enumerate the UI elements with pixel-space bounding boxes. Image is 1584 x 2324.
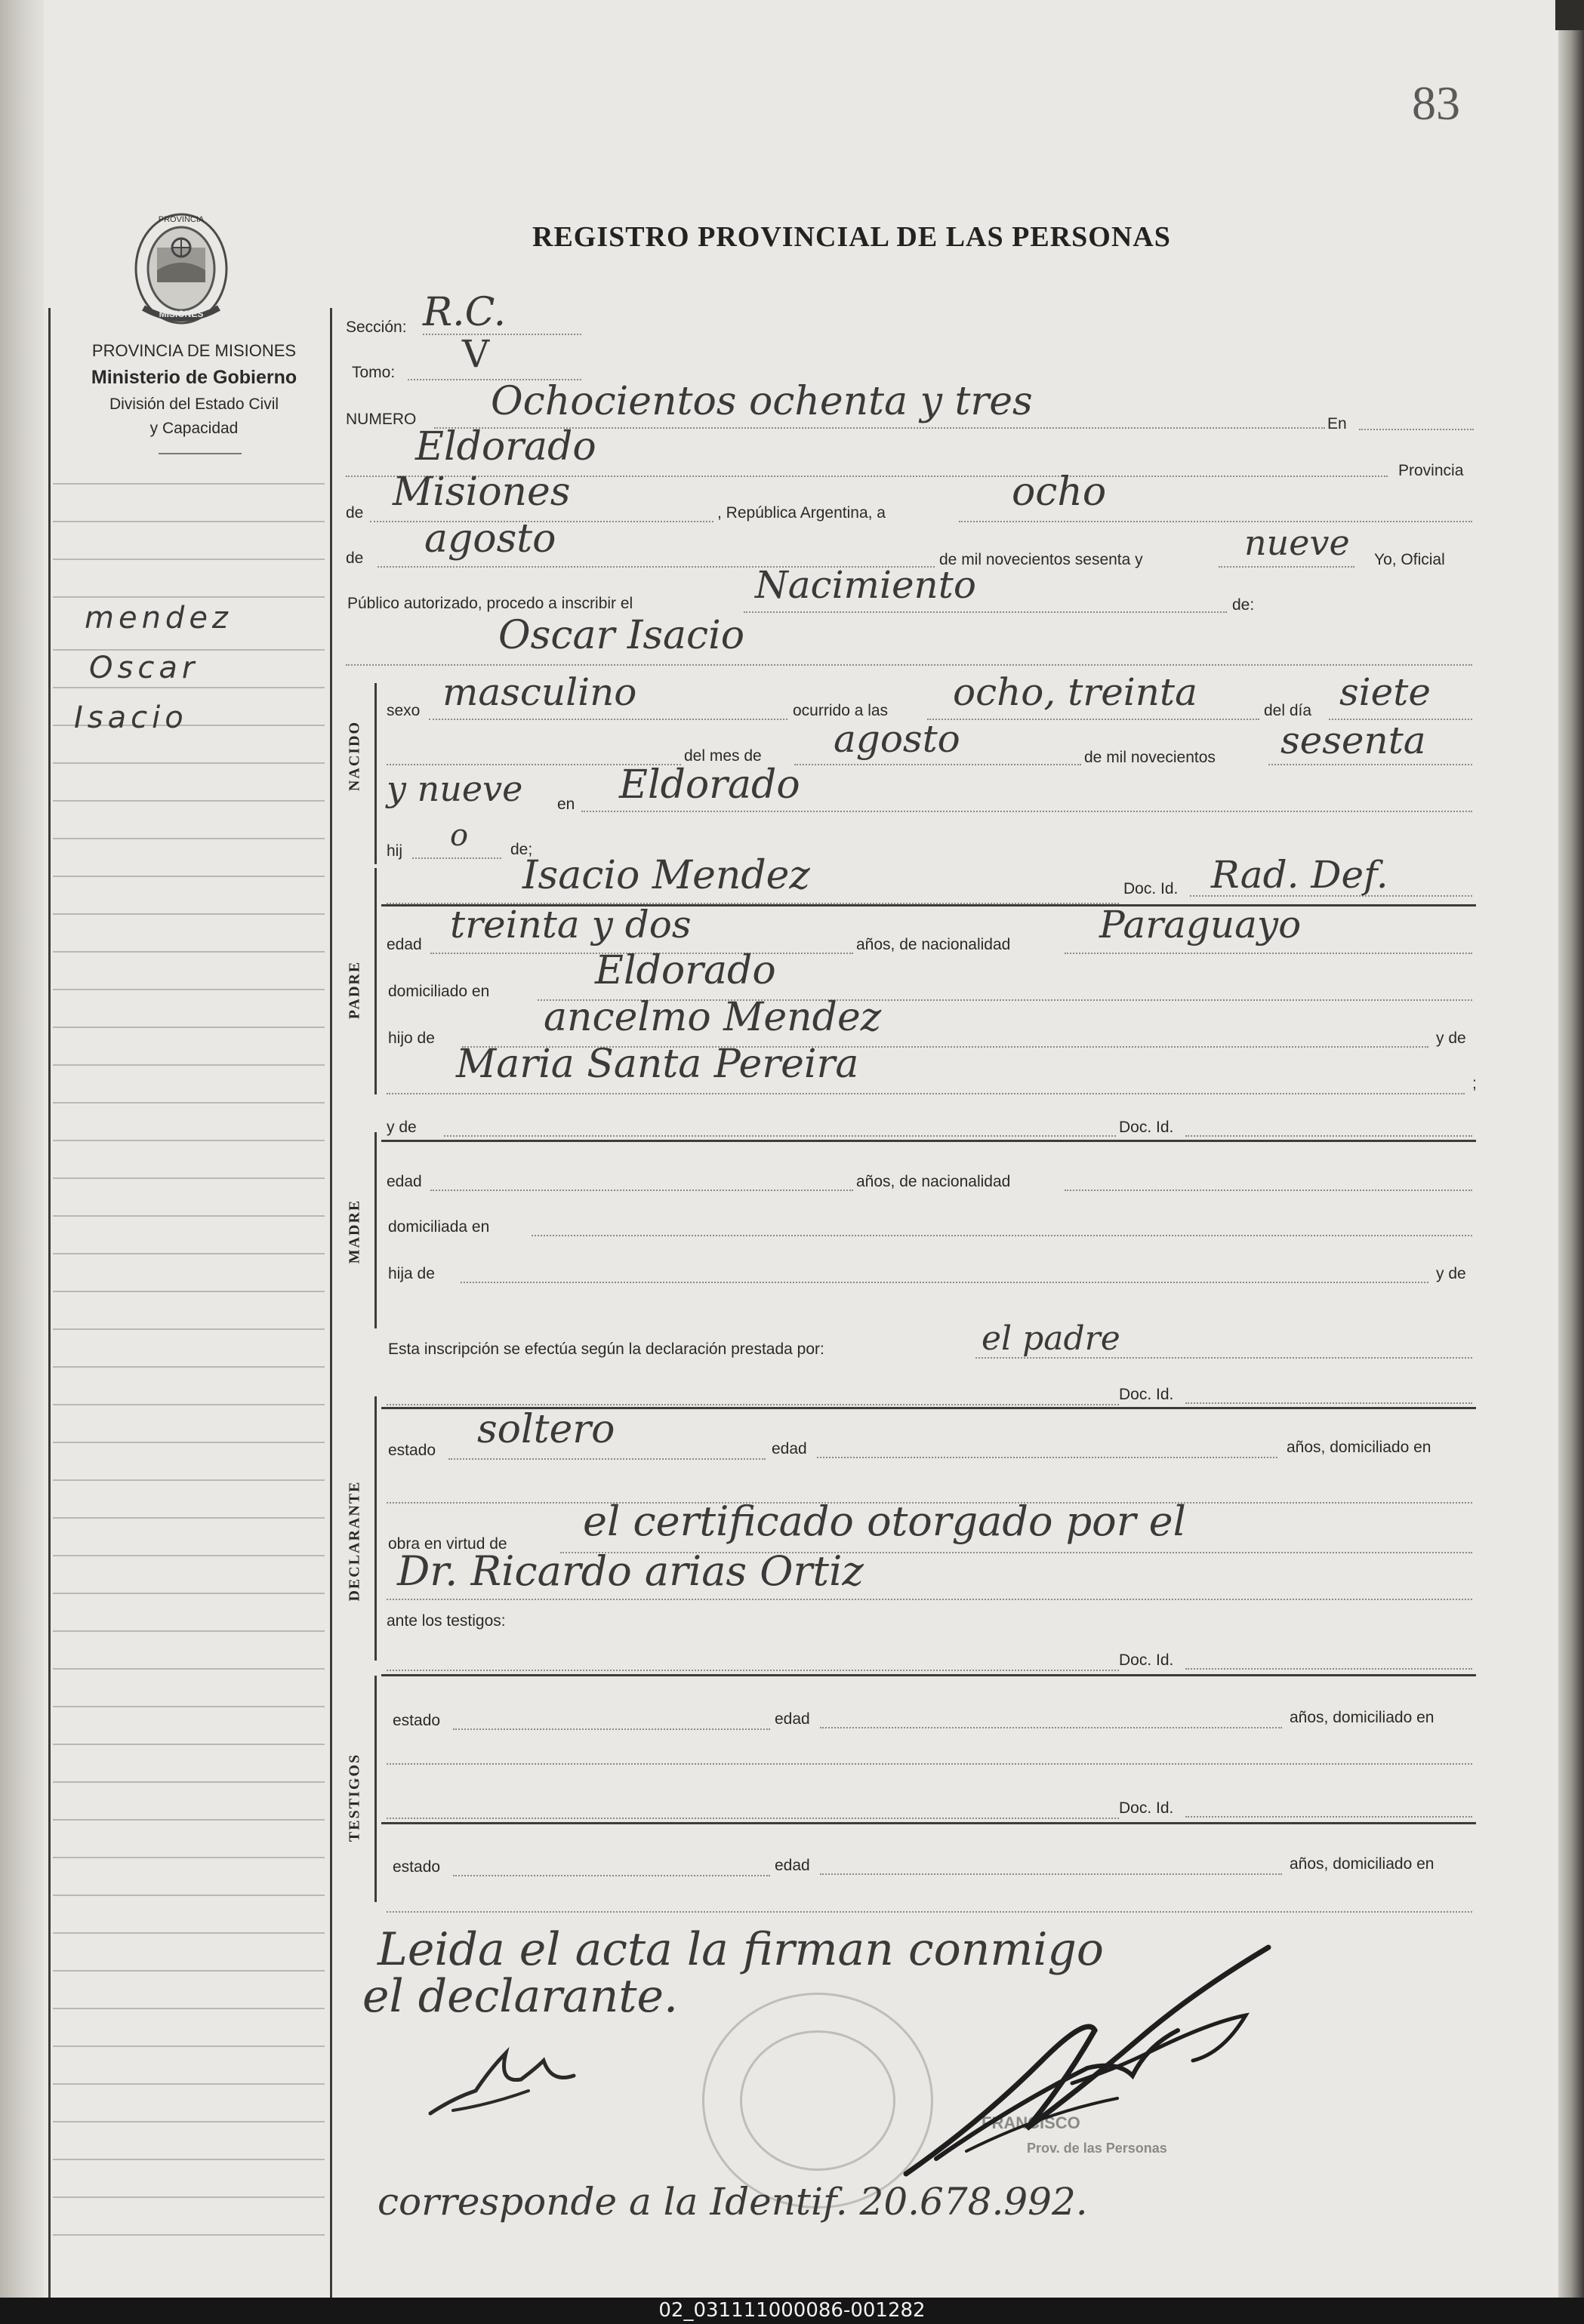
testigos-edad-label: edad (775, 1710, 810, 1728)
nacido-mes-value: agosto (834, 717, 960, 761)
padre-doc-label: Doc. Id. (1123, 880, 1179, 897)
deldia-label: del día (1264, 702, 1312, 719)
padre-nombre-value: Isacio Mendez (522, 853, 810, 898)
hora-value: ocho, treinta (953, 670, 1197, 714)
declarante-estado-label: estado (388, 1442, 436, 1459)
margin-line (53, 1027, 325, 1028)
republica-label: , República Argentina, a (717, 504, 886, 522)
page-number: 83 (1412, 76, 1460, 130)
declarante-domicilio-label: años, domiciliado en (1287, 1439, 1431, 1456)
padre-section-label: PADRE (346, 960, 363, 1020)
margin-line (53, 1970, 325, 1972)
madre-yde-line (444, 1135, 1116, 1137)
madre-doc-line (1185, 1135, 1472, 1137)
margin-line (53, 1442, 325, 1443)
testigos-section-label: TESTIGOS (346, 1753, 363, 1842)
dia-value: ocho (1012, 469, 1107, 515)
nacido-mes-label: del mes de (684, 747, 762, 765)
margin-line (53, 2234, 325, 2236)
hora-line (927, 719, 1259, 720)
margin-line (53, 1177, 325, 1179)
authority-divider (159, 453, 242, 454)
image-caption: 02_031111000086-001282 (0, 2298, 1584, 2324)
nacido-mil-label: de mil novecientos (1084, 749, 1216, 766)
coat-bottom-text: MISIONES (159, 309, 204, 319)
margin-line (53, 838, 325, 839)
margin-line (53, 1064, 325, 1066)
provincia-value: Misiones (393, 469, 571, 515)
padre-domicilio-value: Eldorado (595, 948, 776, 993)
margin-note-name-1: Oscar (89, 651, 199, 685)
coat-top-text: PROVINCIA (158, 215, 205, 224)
de3-label: de: (1232, 596, 1255, 614)
numero-value: Ochocientos ochenta y tres (491, 379, 1033, 424)
en-label: En (1327, 415, 1347, 432)
nombre-line (346, 664, 1472, 666)
nacido-lugar-value: Eldorado (619, 762, 800, 808)
nacido-lugar-line (581, 811, 1472, 812)
stamp-text-1: FRANCISCO (982, 2113, 1080, 2132)
margin-line (53, 1895, 325, 1896)
madre-nacionalidad-line (1065, 1190, 1472, 1191)
margin-line (53, 1555, 325, 1556)
numero-label: NUMERO (346, 411, 417, 428)
madre-domicilio-line (532, 1235, 1472, 1236)
margin-line (53, 1366, 325, 1368)
margin-line (53, 521, 325, 522)
madre-domicilio-label: domiciliada en (388, 1218, 490, 1236)
margin-line (53, 483, 325, 485)
margin-line (53, 1291, 325, 1292)
coat-of-arms-icon (128, 202, 234, 331)
authority-line-2: Ministerio de Gobierno (91, 367, 297, 388)
margin-line (53, 2008, 325, 2009)
nacido-dia-value: siete (1339, 670, 1431, 714)
madre-bracket (374, 1132, 377, 1328)
authority-line-4: y Capacidad (149, 420, 239, 437)
de-label: de (346, 504, 364, 522)
anio-line (1219, 566, 1354, 568)
declarante-obra-value-2: Dr. Ricardo arias Ortiz (397, 1547, 864, 1595)
margin-line (53, 1744, 325, 1745)
declarante-bracket (374, 1396, 377, 1661)
margin-line (53, 1404, 325, 1405)
publico-label: Público autorizado, procedo a inscribir el (347, 595, 633, 612)
testigos-domicilio2-label: años, domiciliado en (1290, 1855, 1435, 1873)
testigos-divider-2 (381, 1822, 1476, 1824)
margin-line (53, 989, 325, 990)
padre-madre-value: Maria Santa Pereira (456, 1042, 859, 1087)
en-line (1359, 429, 1474, 430)
declarante-estado-value: soltero (477, 1407, 615, 1452)
margin-line (53, 876, 325, 877)
oficial-label: Yo, Oficial (1374, 551, 1445, 568)
stamp-text-2: Prov. de las Personas (1027, 2141, 1167, 2156)
document-title: REGISTRO PROVINCIAL DE LAS PERSONAS (532, 221, 1171, 253)
page-edge (1558, 0, 1584, 2324)
sexo-label: sexo (387, 702, 421, 719)
padre-nacionalidad-value: Paraguayo (1099, 903, 1302, 947)
padre-bracket (374, 868, 377, 1094)
provincia-label: Provincia (1398, 462, 1464, 479)
margin-column-rule (330, 308, 332, 2301)
padre-madre-line (387, 1093, 1465, 1094)
margin-line (53, 1328, 325, 1330)
madre-nacionalidad-label: años, de nacionalidad (856, 1173, 1011, 1190)
madre-yde-label: y de (387, 1119, 417, 1136)
testigos-edad2-line (820, 1873, 1282, 1875)
binding-edge (0, 0, 44, 2324)
margin-line (53, 1819, 325, 1821)
madre-divider (381, 1140, 1476, 1142)
declarante-doc-label: Doc. Id. (1119, 1386, 1174, 1403)
margin-line (53, 1215, 325, 1217)
declarante-obra-value: el certificado otorgado por el (583, 1498, 1186, 1545)
declarante-obra-line-2 (387, 1599, 1472, 1600)
padre-yde-label: y de (1436, 1030, 1466, 1047)
margin-line (53, 1593, 325, 1594)
margin-line (53, 1517, 325, 1519)
testigos-intro-doc-label: Doc. Id. (1119, 1651, 1174, 1669)
madre-section-label: MADRE (346, 1199, 363, 1264)
margin-line (53, 2121, 325, 2122)
testigos-domicilio-label: años, domiciliado en (1290, 1709, 1435, 1726)
sexo-line (429, 719, 787, 720)
padre-edad-label: edad (387, 936, 422, 953)
margin-line (53, 1857, 325, 1858)
margin-line (53, 1102, 325, 1104)
declarant-signature (423, 2038, 589, 2129)
margin-line (53, 1140, 325, 1141)
nombre-value: Oscar Isacio (498, 613, 745, 658)
official-signature (891, 1932, 1314, 2181)
inscripcion-value: el padre (982, 1319, 1120, 1358)
mil-label: de mil novecientos sesenta y (939, 551, 1143, 568)
testigos-divider (381, 1674, 1476, 1676)
margin-line (53, 913, 325, 915)
testigos-edad-line (820, 1727, 1282, 1728)
padre-domicilio-label: domiciliado en (388, 983, 490, 1000)
nacido-anio-value-1: sesenta (1280, 719, 1426, 762)
acto-value: Nacimiento (755, 563, 976, 607)
padre-nacionalidad-line (1065, 953, 1472, 954)
testigos-doc-label: Doc. Id. (1119, 1799, 1174, 1817)
testigos-nombre-line (387, 1670, 1119, 1671)
padre-edad-value: treinta y dos (450, 903, 692, 947)
lugar-value: Eldorado (415, 424, 596, 469)
sexo-value: masculino (442, 670, 637, 714)
declarante-section-label: DECLARANTE (346, 1480, 363, 1602)
testigos-doc-line (1185, 1816, 1472, 1818)
margin-line (53, 2159, 325, 2160)
testigos-edad2-label: edad (775, 1857, 810, 1874)
margin-note-name-2: Isacio (74, 700, 188, 735)
margin-line (53, 1781, 325, 1783)
left-margin-rule (48, 308, 51, 2301)
nacido-de-label: de; (510, 841, 533, 858)
padre-doc-value: Rad. Def. (1211, 853, 1388, 897)
nacido-bracket (374, 683, 377, 864)
hij-line (412, 857, 501, 859)
padre-semicolon: ; (1472, 1075, 1477, 1092)
tomo-label: Tomo: (352, 364, 396, 381)
declarante-edad-label: edad (772, 1440, 807, 1458)
footer-note: corresponde a la Identif. 20.678.992. (378, 2180, 1088, 2224)
authority-line-1: PROVINCIA DE MISIONES (91, 341, 297, 360)
margin-line (53, 1253, 325, 1254)
mes-value: agosto (424, 516, 556, 562)
declarante-doc-line (1185, 1402, 1472, 1404)
margin-line (53, 1932, 325, 1934)
authority-line-3: División del Estado Civil (109, 396, 279, 413)
margin-line (53, 2045, 325, 2047)
madre-edad-label: edad (387, 1173, 422, 1190)
ocurrido-label: ocurrido a las (793, 702, 889, 719)
testigos-intro-doc-line (1185, 1668, 1472, 1670)
seccion-label: Sección: (346, 319, 407, 336)
testigos-intro-label: ante los testigos: (387, 1612, 506, 1630)
testigos-bracket (374, 1676, 377, 1902)
margin-note-surname: mendez (85, 601, 233, 636)
nacido-anio-line (1268, 764, 1472, 765)
margin-line (53, 596, 325, 598)
margin-line (53, 1630, 325, 1632)
testigos-estado-label: estado (393, 1712, 441, 1729)
hij-label: hij (387, 842, 403, 860)
madre-doc-label: Doc. Id. (1119, 1119, 1174, 1136)
acto-line (744, 611, 1227, 613)
madre-edad-line (430, 1190, 853, 1191)
closing-line-1: Leida el acta la firman conmigo (378, 1923, 1104, 1976)
margin-line (53, 1479, 325, 1481)
testigos-estado-line (453, 1728, 770, 1730)
madre-hija-line (461, 1282, 1428, 1283)
hij-value: o (450, 818, 469, 853)
seccion-value: R.C. (423, 290, 507, 335)
margin-line (53, 800, 325, 802)
declarante-edad-line (817, 1457, 1277, 1458)
tomo-value: V (462, 332, 490, 376)
margin-line (53, 559, 325, 560)
margin-line (53, 2083, 325, 2085)
anio-value: nueve (1244, 522, 1350, 563)
margin-line (53, 1706, 325, 1707)
de2-label: de (346, 549, 364, 567)
testigos-estado2-line (453, 1875, 770, 1876)
inscripcion-label: Esta inscripción se efectúa según la declaración prestada por: (388, 1341, 824, 1358)
testigos-domicilio2-line (387, 1911, 1472, 1913)
margin-line (53, 1668, 325, 1670)
page-corner (1555, 0, 1584, 30)
declarante-obra-label: obra en virtud de (388, 1535, 507, 1553)
testigos-domicilio-line (387, 1763, 1472, 1765)
padre-hijo-label: hijo de (388, 1030, 435, 1047)
padre-nacionalidad-label: años, de nacionalidad (856, 936, 1011, 953)
margin-line (53, 687, 325, 688)
madre-yde2-label: y de (1436, 1265, 1466, 1282)
declarante-nombre-line (387, 1404, 1119, 1405)
nacido-en-label: en (557, 796, 575, 813)
nacido-mes-line (794, 764, 1081, 765)
closing-line-2: el declarante. (362, 1970, 679, 2023)
testigos-estado2-label: estado (393, 1858, 441, 1876)
nacido-section-label: NACIDO (346, 720, 363, 792)
nacido-anio-value-2: y nueve (387, 768, 523, 809)
madre-hija-label: hija de (388, 1265, 435, 1282)
margin-line (53, 762, 325, 764)
padre-padre-value: ancelmo Mendez (544, 995, 882, 1040)
official-stamp-inner (740, 2030, 895, 2171)
dia-line (959, 521, 1472, 522)
margin-line (53, 951, 325, 953)
margin-line (53, 2196, 325, 2198)
declarante-estado-line (448, 1458, 766, 1460)
testigos-nombre-line-2 (387, 1818, 1119, 1819)
